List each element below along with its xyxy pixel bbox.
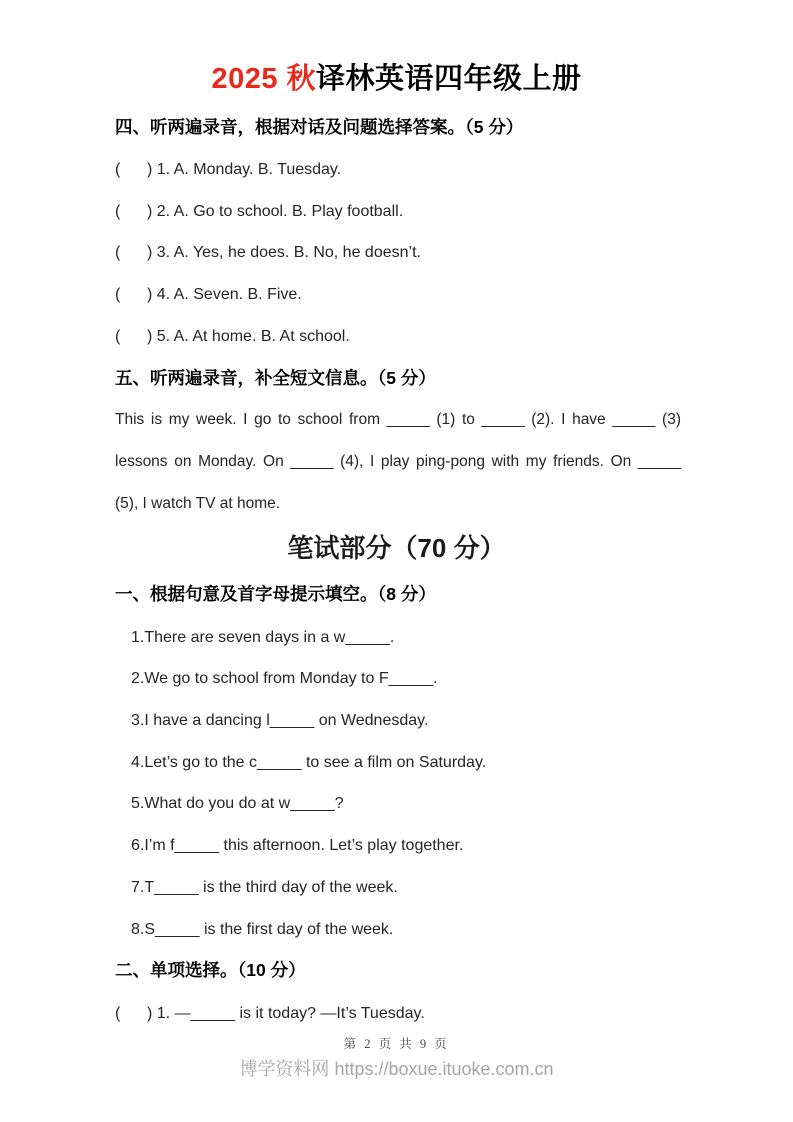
section1-item-4: 4.Let’s go to the c_____ to see a film on Saturday. [131, 754, 487, 771]
section1-item-5: 5.What do you do at w_____? [131, 795, 344, 812]
page-title-book: 译林英语四年级上册 [316, 63, 582, 95]
section2-item-1: ( ) 1. —_____ is it today? —It’s Tuesday. [115, 1005, 425, 1022]
section1-item-7: 7.T_____ is the third day of the week. [131, 879, 398, 896]
section5-passage-line-1: This is my week. I go to school from _____ (1) to _____ (2). I have _____ (3) [115, 411, 681, 428]
page-title [0, 56, 793, 97]
written-part-title: 笔试部分（70 分） [287, 533, 506, 563]
section4-item-3: ( ) 3. A. Yes, he does. B. No, he doesn’t. [115, 244, 421, 261]
section4-item-1: ( ) 1. A. Monday. B. Tuesday. [115, 161, 342, 178]
section1-item-1: 1.There are seven days in a w_____. [131, 629, 395, 646]
section4-item-4: ( ) 4. A. Seven. B. Five. [115, 286, 302, 303]
section4-item-2: ( ) 2. A. Go to school. B. Play football. [115, 203, 404, 220]
section5-heading: 五、听两遍录音，补全短文信息。（5 分） [115, 368, 436, 388]
written-section2-heading: 二、单项选择。（10 分） [115, 960, 306, 980]
written-section1-heading: 一、根据句意及首字母提示填空。（8 分） [115, 584, 436, 604]
section1-item-8: 8.S_____ is the first day of the week. [131, 921, 394, 938]
page-title-year: 2025 秋 [211, 63, 317, 95]
footer-site-watermark: 博学资料网 https://boxue.ituoke.com.cn [239, 1059, 554, 1079]
section5-passage-line-2: lessons on Monday. On _____ (4), I play ping-pong with my friends. On _____ [115, 453, 681, 470]
section1-item-2: 2.We go to school from Monday to F_____. [131, 670, 438, 687]
section1-item-6: 6.I’m f_____ this afternoon. Let’s play together. [131, 837, 464, 854]
footer-page-number: 第 2 页 共 9 页 [343, 1037, 450, 1051]
section4-item-5: ( ) 5. A. At home. B. At school. [115, 328, 350, 345]
section4-heading: 四、听两遍录音，根据对话及问题选择答案。（5 分） [115, 117, 524, 137]
section1-item-3: 3.I have a dancing l_____ on Wednesday. [131, 712, 429, 729]
section5-passage-line-3: (5), I watch TV at home. [115, 495, 281, 512]
